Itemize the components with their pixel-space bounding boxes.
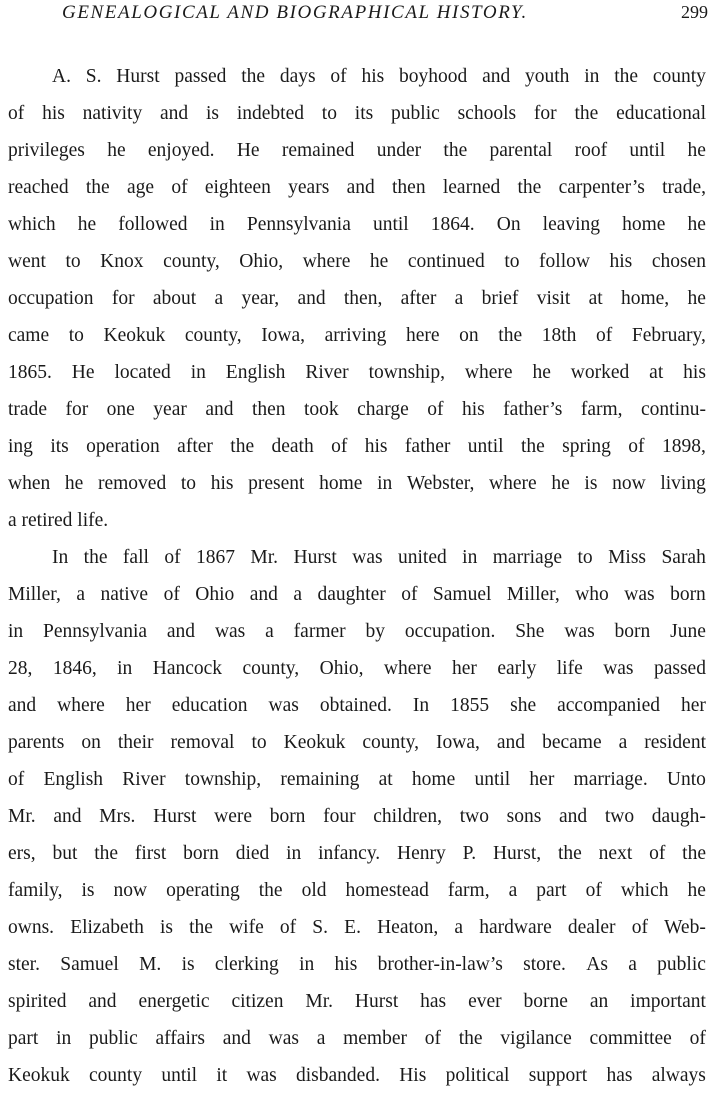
text-line: came to Keokuk county, Iowa, arriving here on the 18th of February, [8, 325, 706, 346]
text-line: owns. Elizabeth is the wife of S. E. Heaton, a hardware dealer of Web- [8, 917, 706, 938]
text-line: privileges he enjoyed. He remained under the parental roof until he [8, 140, 706, 161]
page-number: 299 [681, 2, 708, 22]
text-line: which he followed in Pennsylvania until 1864. On leaving home he [8, 214, 706, 235]
text-line: 1865. He located in English River township, where he worked at his [8, 362, 706, 383]
text-line: Keokuk county until it was disbanded. His political support has always [8, 1065, 706, 1086]
text-line: 28, 1846, in Hancock county, Ohio, where her early life was passed [8, 658, 706, 679]
text-line: of his nativity and is indebted to its public schools for the educational [8, 103, 706, 124]
text-line: In the fall of 1867 Mr. Hurst was united in marriage to Miss Sarah [52, 547, 706, 568]
text-line: of English River township, remaining at home until her marriage. Unto [8, 769, 706, 790]
text-line: in Pennsylvania and was a farmer by occupation. She was born June [8, 621, 706, 642]
text-line: spirited and energetic citizen Mr. Hurst has ever borne an important [8, 991, 706, 1012]
text-line: ster. Samuel M. is clerking in his brother-in-law’s store. As a public [8, 954, 706, 975]
text-line: A. S. Hurst passed the days of his boyhood and youth in the county [52, 66, 706, 87]
text-line: went to Knox county, Ohio, where he continued to follow his chosen [8, 251, 706, 272]
text-line: Mr. and Mrs. Hurst were born four children, two sons and two daugh- [8, 806, 706, 827]
text-line: trade for one year and then took charge of his father’s farm, continu- [8, 399, 706, 420]
text-line: occupation for about a year, and then, after a brief visit at home, he [8, 288, 706, 309]
text-line: parents on their removal to Keokuk county, Iowa, and became a resident [8, 732, 706, 753]
text-line: a retired life. [8, 510, 109, 531]
running-head: GENEALOGICAL AND BIOGRAPHICAL HISTORY. [62, 2, 528, 23]
text-line: and where her education was obtained. In 1855 she accompanied her [8, 695, 706, 716]
body-text [8, 58, 706, 1094]
text-line: ers, but the first born died in infancy. Henry P. Hurst, the next of the [8, 843, 706, 864]
text-line: family, is now operating the old homestead farm, a part of which he [8, 880, 706, 901]
text-line: reached the age of eighteen years and then learned the carpenter’s trade, [8, 177, 706, 198]
text-line: part in public affairs and was a member of the vigilance committee of [8, 1028, 706, 1049]
text-line: Miller, a native of Ohio and a daughter of Samuel Miller, who was born [8, 584, 706, 605]
text-line: when he removed to his present home in Webster, where he is now living [8, 473, 706, 494]
text-line: ing its operation after the death of his father until the spring of 1898, [8, 436, 706, 457]
